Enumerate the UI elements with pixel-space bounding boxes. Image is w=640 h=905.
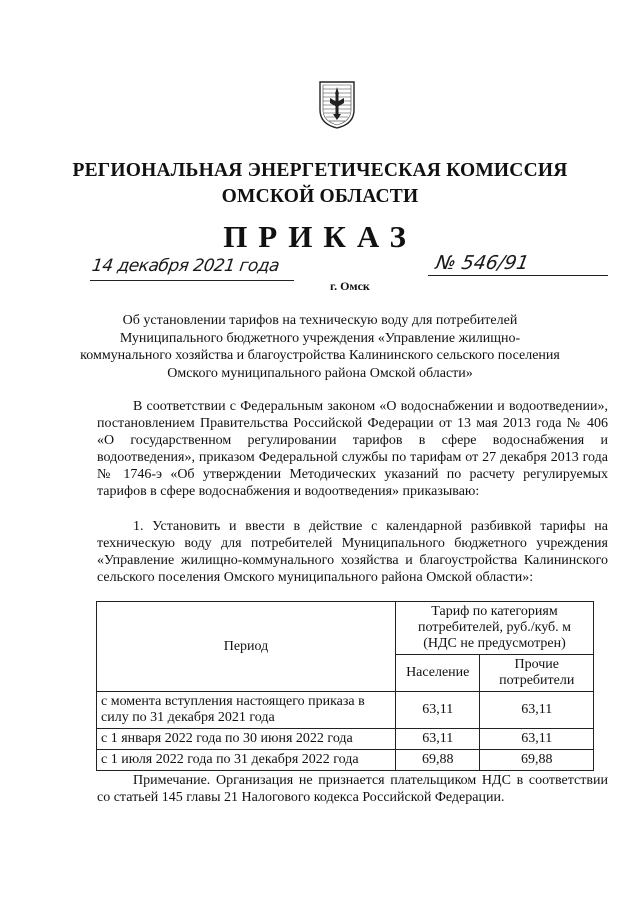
row-period: с 1 января 2022 года по 30 июня 2022 года: [97, 729, 396, 750]
table-row: [97, 750, 594, 771]
city-label: г. Омск: [330, 279, 370, 293]
row-other-tariff: 63,11: [480, 692, 594, 729]
row-period: с момента вступления настоящего приказа в силу по 31 декабря 2021 года: [97, 692, 396, 729]
date-underline: [90, 280, 294, 281]
row-population-tariff: 63,11: [396, 729, 480, 750]
table-row: [97, 692, 594, 729]
row-population-tariff: 63,11: [396, 692, 480, 729]
handwritten-date: 14 декабря 2021 года: [90, 256, 281, 276]
document-type-title: ПРИКАЗ: [223, 219, 417, 254]
header-tariff: Тариф по категориям потребителей, руб./куб. м (НДС не предусмотрен): [396, 602, 594, 655]
tariff-table: [96, 601, 594, 771]
organization-region: ОМСКОЙ ОБЛАСТИ: [221, 186, 419, 207]
coat-of-arms-icon: [318, 80, 356, 130]
row-other-tariff: 63,11: [480, 729, 594, 750]
order-subject: Об установлении тарифов на техническую воду для потребителей Муниципального бюджетного учреждения «Управление жилищно-коммунального хозяйства и благоустройства Калининского сельского поселения Омского муниципального района Омской области»: [80, 313, 560, 381]
header-population: Население: [396, 655, 480, 692]
table-row: [97, 729, 594, 750]
row-other-tariff: 69,88: [480, 750, 594, 771]
row-population-tariff: 69,88: [396, 750, 480, 771]
clause-1-paragraph: 1. Установить и ввести в действие с календарной разбивкой тарифы на техническую воду для потребителей Муниципального бюджетного учреждения «Управление жилищно-коммунального хозяйства и благоустройства Калининского сельского поселения Омского муниципального района Омской области»:: [97, 519, 608, 585]
header-other-consumers: Прочие потребители: [480, 655, 594, 692]
organization-name: РЕГИОНАЛЬНАЯ ЭНЕРГЕТИЧЕСКАЯ КОМИССИЯ: [72, 160, 568, 181]
note-paragraph: Примечание. Организация не признается плательщиком НДС в соответствии со статьей 145 главы 21 Налогового кодекса Российской Федерации.: [97, 773, 608, 805]
number-underline: [428, 275, 608, 276]
preamble-paragraph: В соответствии с Федеральным законом «О водоснабжении и водоотведении», постановлением Правительства Российской Федерации от 13 мая 2013 года № 406 «О государственном регулировании тарифов в сфере водоснабжения и водоотведения», приказом Федеральной службы по тарифам от 27 декабря 2013 года № 1746-э «Об утверждении Методических указаний по расчету регулируемых тарифов в сфере водоснабжения и водоотведения» приказываю:: [97, 399, 608, 499]
handwritten-order-number: № 546/91: [434, 252, 531, 274]
header-period: Период: [97, 602, 396, 692]
row-period: с 1 июля 2022 года по 31 декабря 2022 года: [97, 750, 396, 771]
